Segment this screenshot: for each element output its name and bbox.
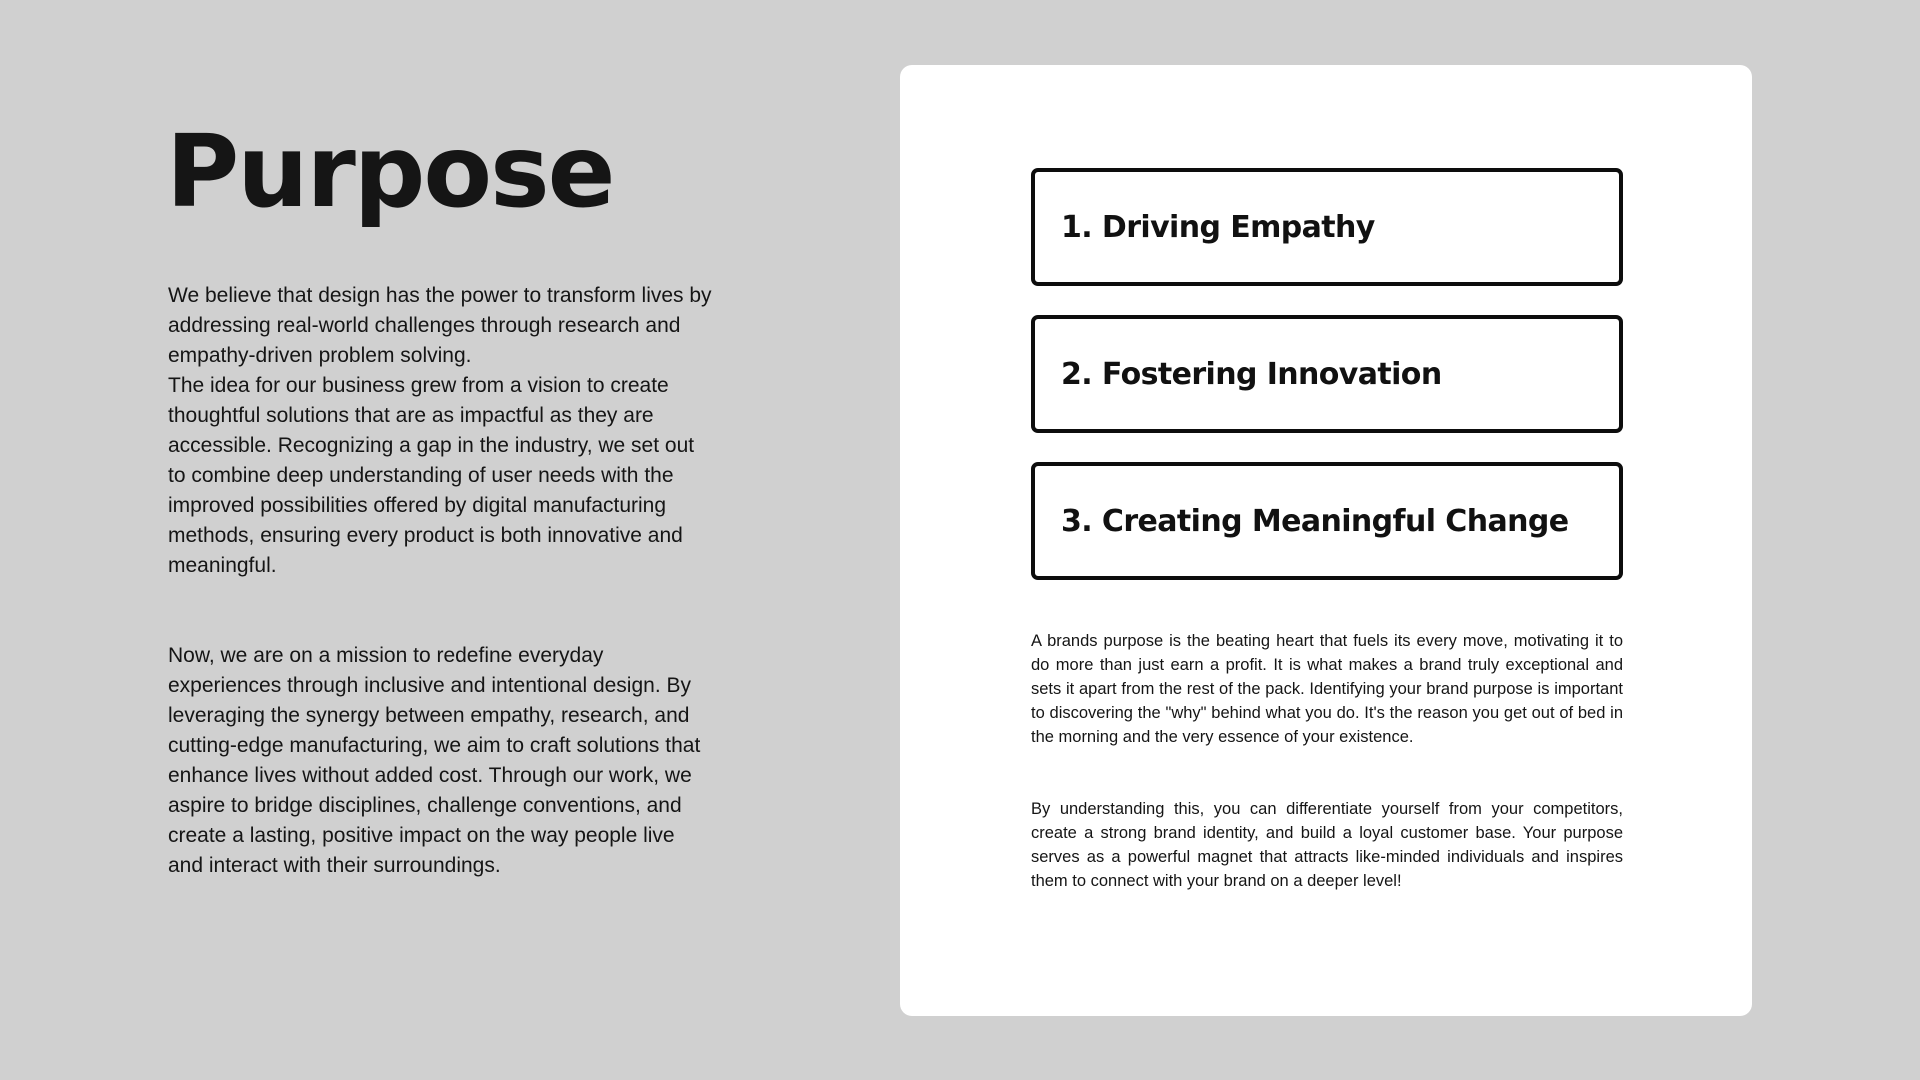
pillar-label: 1. Driving Empathy — [1061, 209, 1375, 245]
page-title: Purpose — [166, 113, 614, 230]
brand-identity-paragraph: By understanding this, you can differentiate yourself from your competitors, create a strong brand identity, and build a loyal customer base. Your purpose serves as a powerful magnet that attracts like-minded individuals and inspires them to connect with your brand on a deeper level! — [1031, 800, 1623, 890]
brand-purpose-paragraph: A brands purpose is the beating heart that fuels its every move, motivating it to do more than just earn a profit. It is what makes a brand truly exceptional and sets it apart from the rest of the pack. Identifying your brand purpose is important to discovering the "why" behind what you do. It's the reason you get out of bed in the morning and the very essence of your existence. — [1031, 632, 1623, 746]
mission-paragraph: Now, we are on a mission to redefine everyday experiences through inclusive and intentional design. By leveraging the synergy between empathy, research, and cutting-edge manufacturing, we aim to craft solutions that enhance lives without added cost. Through our work, we aspire to bridge disciplines, challenge conventions, and create a lasting, positive impact on the way people live and interact with their surroundings. — [168, 644, 701, 877]
pillar-label: 3. Creating Meaningful Change — [1061, 503, 1569, 539]
purpose-card — [900, 65, 1752, 1016]
pillar-box-creating-meaningful-change — [1031, 462, 1623, 580]
pillar-label: 2. Fostering Innovation — [1061, 356, 1442, 392]
pillar-box-fostering-innovation — [1031, 315, 1623, 433]
pillar-box-driving-empathy — [1031, 168, 1623, 286]
intro-paragraph: We believe that design has the power to transform lives by addressing real-world challenges through research and empathy-driven problem solving. The idea for our business grew from a vision to create thoughtful solutions that are as impactful as they are accessible. Recognizing a gap in the industry, we set out to combine deep understanding of user needs with the improved possibilities offered by digital manufacturing methods, ensuring every product is both innovative and meaningful. — [168, 284, 712, 577]
